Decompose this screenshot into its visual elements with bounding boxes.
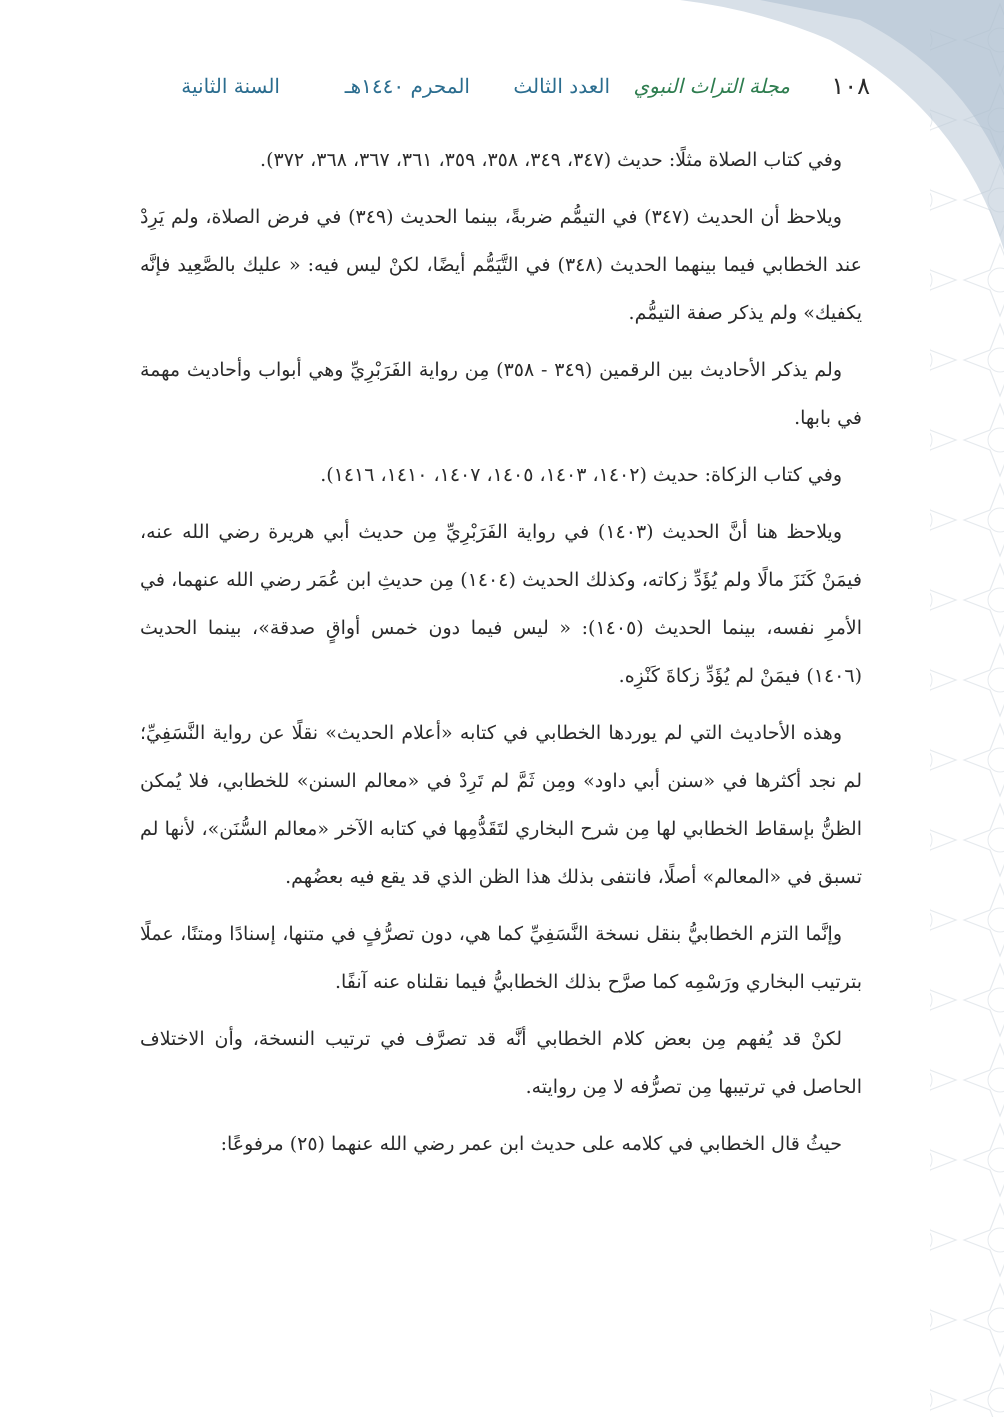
page-number: ١٠٨ [831,72,870,100]
paragraph: ويلاحظ أن الحديث (٣٤٧) في التيمُّم ضربةً، بينما الحديث (٣٤٩) في فرض الصلاة، ولم يَرِدْ عند الخطابي فيما بينهما الحديث (٣٤٨) في التَّيَمُّم أيضًا، لكنْ ليس فيه: « عليك بالصَّعِيد فإنَّه يكفيك» ولم يذكر صفة التيمُّم. [140,206,862,324]
paragraph: وإنَّما التزم الخطابيُّ بنقل نسخة النَّسَفِيِّ كما هي، دون تصرُّفٍ في متنها، إسنادًا ومتنًا، عملًا بترتيب البخاري ورَسْمِه كما صرَّح بذلك الخطابيُّ فيما نقلناه عنه آنفًا. [140,923,862,993]
page-header [150,66,870,106]
article-body [140,136,862,1177]
journal-title: مجلة التراث النبوي [633,74,790,98]
paragraph: حيثُ قال الخطابي في كلامه على حديث ابن عمر رضي الله عنهما (٢٥) مرفوعًا: [220,1133,842,1155]
paragraph: وفي كتاب الصلاة مثلًا: حديث (٣٤٧، ٣٤٩، ٣٥٨، ٣٥٩، ٣٦١، ٣٦٧، ٣٦٨، ٣٧٢). [260,149,842,171]
date-label: المحرم ١٤٤٠هـ [344,74,470,98]
year-label: السنة الثانية [181,74,280,98]
paragraph: وفي كتاب الزكاة: حديث (١٤٠٢، ١٤٠٣، ١٤٠٥، ١٤٠٧، ١٤١٠، ١٤١٦). [320,464,842,486]
paragraph: لكنْ قد يُفهم مِن بعض كلام الخطابي أنَّه قد تصرَّف في ترتيب النسخة، وأن الاختلاف الحاصل في ترتيبها مِن تصرُّفه لا مِن روايته. [140,1028,862,1098]
paragraph: وهذه الأحاديث التي لم يوردها الخطابي في كتابه «أعلام الحديث» نقلًا عن رواية النَّسَفِيِّ؛ لم نجد أكثرها في «سنن أبي داود» ومِن ثَمَّ لم تَرِدْ في «معالم السنن» للخطابي، فلا يُمكن الظنُّ بإسقاط الخطابي لها مِن شرح البخاري لتَقَدُّمِها في كتابه الآخر «معالم السُّنَن»، لأنها لم تسبق في «المعالم» أصلًا، فانتفى بذلك هذا الظن الذي قد يقع فيه بعضُهم. [140,722,862,888]
paragraph: ويلاحظ هنا أنَّ الحديث (١٤٠٣) في رواية الفَرَبْرِيِّ مِن حديث أبي هريرة رضي الله عنه، فيمَنْ كَنَزَ مالًا ولم يُؤَدِّ زكاته، وكذلك الحديث (١٤٠٤) مِن حديثِ ابن عُمَر رضي الله عنهما، في الأمرِ نفسه، بينما الحديث (١٤٠٥): « ليس فيما دون خمس أواقٍ صدقة»، بينما الحديث (١٤٠٦) فيمَنْ لم يُؤَدِّ زكاةَ كَنْزِه. [140,521,862,687]
issue-label: العدد الثالث [513,74,610,98]
paragraph: ولم يذكر الأحاديث بين الرقمين (٣٤٩ - ٣٥٨) مِن رواية الفَرَبْرِيِّ وهي أبواب وأحاديث مهمة في بابها. [140,359,862,429]
